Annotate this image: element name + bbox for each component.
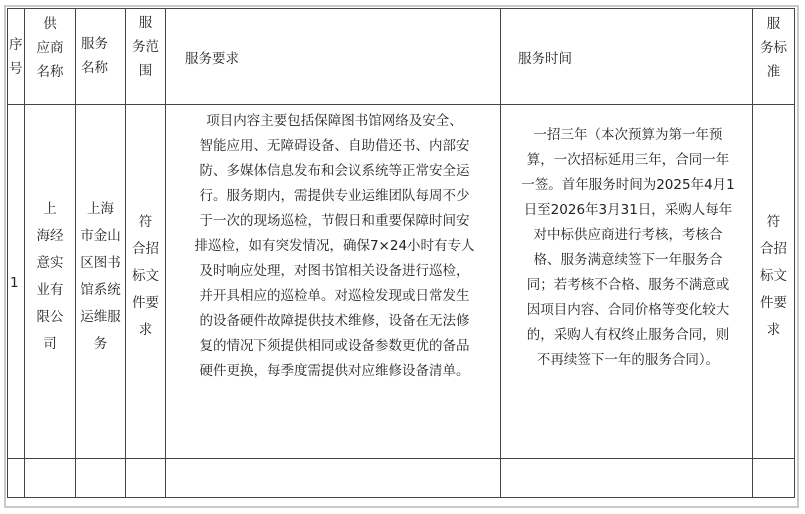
row-scope: 符 合招 标文 件要 求	[126, 105, 166, 459]
empty-cell	[166, 459, 501, 498]
header-service-name: 服务 名称	[76, 9, 126, 105]
empty-cell	[753, 459, 795, 498]
row-requirements: 项目内容主要包括保障图书馆网络及安全、 智能应用、无障碍设备、自助借还书、内部安 防、多媒体信息发布和会议系统等正常安全运 行。服务期内，需提供专业运维团队每周不少 于一次的现场巡检，节假日和重要保障时间安 排巡检，如有突发情况，确保7×24小时有专人 及时响应处理，对图书馆相关设备进行巡检， 并开具相应的巡检单。对巡检发现或日常发生 的设备硬件故障提供技术维修，设备在无法修 复的情况下须提供相同或设备参数更优的备品 硬件更换，每季度需提供对应维修设备清单。	[166, 105, 501, 459]
header-standard: 服 务标 准	[753, 9, 795, 105]
header-requirements: 服务要求	[166, 9, 501, 105]
empty-cell	[25, 459, 76, 498]
header-scope: 服 务范 围	[126, 9, 166, 105]
header-time: 服务时间	[501, 9, 753, 105]
empty-cell	[501, 459, 753, 498]
header-index: 序 号	[8, 9, 25, 105]
table-row	[8, 105, 795, 459]
row-standard: 符 合招 标文 件要 求	[753, 105, 795, 459]
row-service-name: 上海 市金山 区图书 馆系统 运维服 务	[76, 105, 126, 459]
empty-cell	[8, 459, 25, 498]
table-header-row	[8, 9, 795, 105]
row-service-time: 一招三年（本次预算为第一年预 算，一次招标延用三年，合同一年 一签。首年服务时间为2025年4月1 日至2026年3月31日，采购人每年 对中标供应商进行考核，考核合 格、服务满意续签下一年服务合 同；若考核不合格、服务不满意或 因项目内容、合同价格等变化较大 的，采购人有权终止服务合同，则 不再续签下一年的服务合同）。	[501, 105, 753, 459]
service-table	[7, 8, 795, 498]
empty-cell	[126, 459, 166, 498]
header-supplier: 供 应商 名称	[25, 9, 76, 105]
empty-cell	[76, 459, 126, 498]
table-row-empty	[8, 459, 795, 498]
row-index: 1	[8, 105, 25, 459]
row-supplier: 上 海经 意实 业有 限公 司	[25, 105, 76, 459]
